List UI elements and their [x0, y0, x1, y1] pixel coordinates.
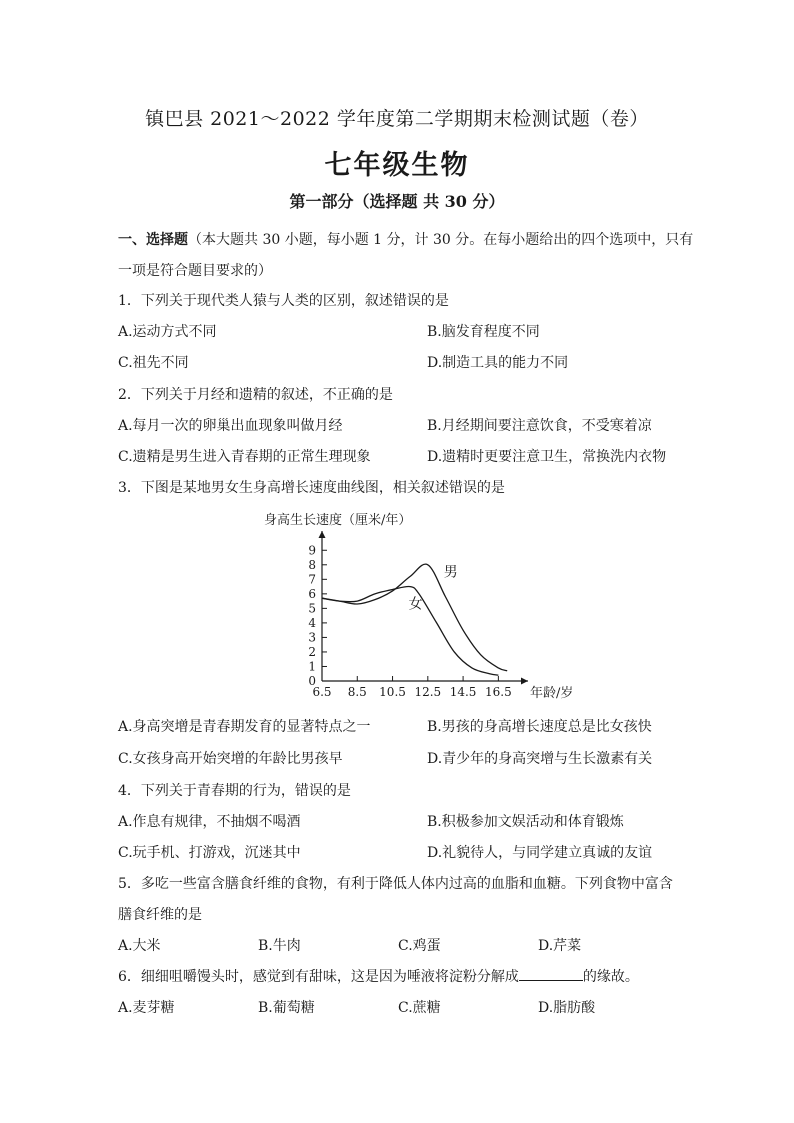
exam-title: 镇巴县 2021～2022 学年度第二学期期末检测试题（卷）	[145, 108, 649, 130]
question-1-stem: 1．下列关于现代类人猿与人类的区别，叙述错误的是	[118, 293, 449, 309]
y-tick-label: 8	[308, 557, 316, 572]
question-6-option-d: D.脂肪酸	[538, 1000, 596, 1016]
question-1-option-c: C.祖先不同	[118, 355, 189, 371]
question-4-option-b: B.积极参加文娱活动和体育锻炼	[427, 814, 624, 830]
question-2-option-b: B.月经期间要注意饮食，不受寒着凉	[427, 418, 652, 434]
question-5-stem: 5．多吃一些富含膳食纤维的食物，有利于降低人体内过高的血脂和血糖。下列食物中富含	[118, 876, 673, 892]
question-3-option-a: A.身高突增是青春期发育的显著特点之一	[118, 719, 371, 735]
section-label: 一、选择题	[118, 232, 188, 248]
y-tick-label: 1	[308, 659, 316, 674]
x-tick-label: 6.5	[312, 685, 332, 699]
question-6-option-a: A.麦芽糖	[118, 1000, 175, 1016]
question-3-option-b: B.男孩的身高增长速度总是比女孩快	[427, 719, 652, 735]
question-5-option-d: D.芹菜	[538, 938, 582, 954]
question-2-option-c: C.遗精是男生进入青春期的正常生理现象	[118, 449, 371, 465]
x-axis-arrow-icon	[521, 678, 528, 685]
answer-blank	[519, 968, 583, 981]
question-3-option-d: D.青少年的身高突增与生长激素有关	[427, 751, 653, 767]
x-tick-label: 14.5	[449, 685, 477, 699]
y-tick-label: 2	[308, 644, 316, 659]
x-tick-label: 16.5	[485, 685, 512, 699]
x-tick-label: 12.5	[414, 685, 442, 699]
chart-series	[322, 564, 507, 675]
question-1-option-d: D.制造工具的能力不同	[427, 355, 569, 371]
question-6-stem-end: 的缘故。	[582, 969, 639, 985]
question-2-option-d: D.遗精时更要注意卫生，常换洗内衣物	[427, 449, 667, 465]
x-tick-label: 8.5	[347, 685, 367, 699]
x-axis-label: 年龄/岁	[530, 686, 574, 701]
x-tick-label: 10.5	[379, 685, 406, 699]
question-5-option-b: B.牛肉	[258, 938, 301, 954]
series-label-male: 男	[443, 564, 458, 581]
series-line-male	[322, 564, 507, 671]
question-5-stem-cont: 膳食纤维的是	[118, 907, 202, 923]
subject-title: 七年级生物	[324, 150, 470, 181]
question-1-option-b: B.脑发育程度不同	[427, 324, 540, 340]
question-4-stem: 4．下列关于青春期的行为，错误的是	[118, 783, 351, 799]
series-label-female: 女	[408, 596, 423, 613]
y-tick-label: 7	[308, 572, 316, 587]
question-4-option-c: C.玩手机、打游戏，沉迷其中	[118, 845, 301, 861]
question-5-option-c: C.鸡蛋	[398, 938, 441, 954]
section-instruction	[118, 229, 693, 249]
question-6-stem	[118, 966, 639, 986]
question-4-option-a: A.作息有规律，不抽烟不喝酒	[118, 814, 301, 830]
question-1-option-a: A.运动方式不同	[118, 324, 217, 340]
y-tick-label: 3	[308, 630, 316, 645]
section-instruction-cont: 一项是符合题目要求的）	[118, 263, 272, 279]
question-5-option-a: A.大米	[118, 938, 161, 954]
y-tick-label: 6	[308, 586, 316, 601]
y-tick-label: 5	[308, 601, 316, 616]
question-6-option-b: B.葡萄糖	[258, 1000, 315, 1016]
chart-axes	[319, 531, 529, 685]
height-growth-chart	[258, 505, 574, 705]
section-instruction-text: （本大题共 30 小题，每小题 1 分，计 30 分。在每小题给出的四个选项中，只有	[188, 232, 694, 248]
y-tick-label: 0	[308, 674, 316, 688]
chart-ticks	[308, 543, 511, 699]
question-3-stem: 3．下图是某地男女生身高增长速度曲线图，相关叙述错误的是	[118, 480, 505, 496]
chart-title: 身高生长速度（厘米/年）	[264, 513, 412, 528]
question-6-option-c: C.蔗糖	[398, 1000, 441, 1016]
question-2-stem: 2．下列关于月经和遗精的叙述，不正确的是	[118, 387, 393, 403]
question-4-option-d: D.礼貌待人，与同学建立真诚的友谊	[427, 845, 653, 861]
question-2-option-a: A.每月一次的卵巢出血现象叫做月经	[118, 418, 343, 434]
part-title: 第一部分（选择题 共 30 分）	[289, 192, 505, 211]
question-3-option-c: C.女孩身高开始突增的年龄比男孩早	[118, 751, 343, 767]
y-axis-arrow-icon	[319, 531, 326, 538]
y-tick-label: 4	[308, 615, 316, 630]
y-tick-label: 9	[308, 543, 316, 558]
question-6-stem-text: 6．细细咀嚼馒头时，感觉到有甜味，这是因为唾液将淀粉分解成	[118, 969, 519, 985]
